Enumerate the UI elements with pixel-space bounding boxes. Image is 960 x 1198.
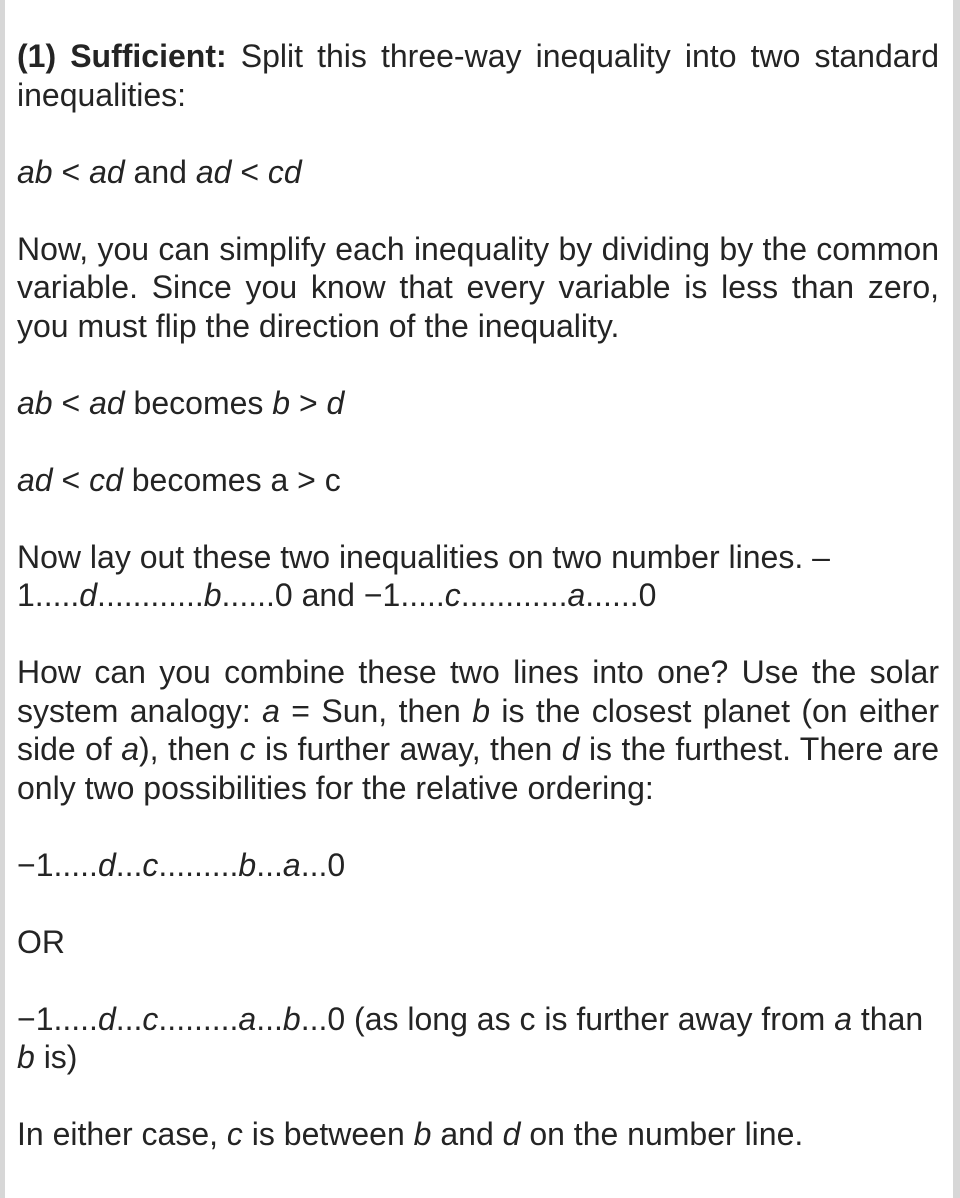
number-line-text: 1.....: [17, 577, 80, 613]
ordering-option-2: [17, 1000, 939, 1077]
var: c: [142, 846, 159, 883]
number-lines-paragraph: [17, 538, 939, 615]
number-lines-text: Now lay out these two inequalities on two number lines. –: [17, 538, 830, 575]
analogy-text: ), then: [139, 731, 240, 767]
number-line-text: ......0 and −1.....: [221, 577, 445, 613]
var: cd: [267, 153, 302, 190]
operator: >: [290, 384, 327, 421]
var: d: [561, 731, 580, 767]
number-line-text: .........: [158, 846, 239, 883]
conclusion-text: on the number line.: [520, 1116, 804, 1152]
number-line-text: −1.....: [17, 846, 98, 883]
left-border: [0, 0, 5, 1198]
var: d: [97, 846, 116, 883]
operator: <: [52, 384, 90, 421]
number-line-text: ...0 (as long as: [300, 1000, 520, 1037]
operator: <: [52, 153, 90, 190]
statement-one-paragraph: [17, 37, 939, 114]
analogy-text: is further away, then: [255, 731, 562, 767]
conclusion-text: In either case,: [17, 1116, 227, 1152]
var: c: [324, 461, 341, 498]
conclusion-paragraph: [17, 1115, 939, 1154]
var: b: [282, 1000, 301, 1037]
number-line-text: .........: [158, 1000, 239, 1037]
right-border: [953, 0, 960, 1198]
var: ab: [17, 153, 53, 190]
var: ad: [195, 153, 232, 190]
analogy-text: is the furthest. There are only two possibilities for the relative ordering:: [17, 731, 940, 806]
analogy-text: How can you combine these two lines into one? Use the solar system analogy:: [17, 654, 939, 729]
conclusion-text: is between: [242, 1116, 414, 1152]
var: a: [270, 461, 289, 498]
var: d: [326, 384, 345, 421]
sufficient-label: (1) Sufficient:: [17, 38, 227, 74]
var: d: [502, 1116, 521, 1152]
var: b: [203, 577, 222, 613]
var: ad: [89, 384, 125, 421]
operator: >: [288, 461, 325, 498]
simplify-paragraph: Now, you can simplify each inequality by dividing by the common variable. Since you know that every variable is less than zero, you must flip the direction of the inequality.: [17, 230, 939, 344]
number-line-text: ......0: [585, 577, 657, 613]
condition-text: than: [852, 1000, 924, 1037]
var: c: [519, 1000, 536, 1037]
analogy-text: is the closest planet (on either side of: [17, 692, 940, 767]
becomes-text: becomes: [124, 384, 273, 421]
number-line-text: ............: [460, 577, 568, 613]
var: c: [444, 577, 461, 613]
solution-text: [17, 37, 939, 1192]
becomes-text: becomes: [122, 461, 271, 498]
var: cd: [89, 461, 123, 498]
var: ab: [17, 384, 53, 421]
number-line-text: ...0: [300, 846, 346, 883]
number-line-text: ...: [256, 1000, 283, 1037]
var: c: [226, 1116, 243, 1152]
or-separator: OR: [17, 923, 65, 960]
conjunction: and: [124, 153, 196, 190]
analogy-paragraph: [17, 653, 939, 807]
var: ad: [89, 153, 125, 190]
conclusion-text: and: [431, 1116, 503, 1152]
number-line-text: ...: [256, 846, 283, 883]
var: a: [567, 577, 586, 613]
number-line-text: ...: [115, 1000, 143, 1037]
condition-text: is): [34, 1039, 78, 1075]
split-inequalities: [17, 153, 939, 192]
var: b: [238, 846, 257, 883]
var: c: [239, 731, 256, 767]
var: a: [282, 846, 301, 883]
condition-text: is further away from: [535, 1000, 835, 1037]
inequality-becomes-2: [17, 461, 939, 500]
var: d: [79, 577, 98, 613]
inequality-becomes-1: [17, 384, 939, 423]
statement-one-text: Split this three-way inequality into two standard inequalities:: [17, 38, 940, 113]
var: b: [17, 1039, 35, 1075]
number-line-text: −1.....: [17, 1000, 98, 1037]
var: a: [121, 731, 139, 767]
analogy-text: = Sun, then: [279, 692, 473, 729]
var: b: [272, 384, 291, 421]
var: d: [97, 1000, 116, 1037]
number-line-text: ............: [97, 577, 204, 613]
var: c: [142, 1000, 159, 1037]
number-line-text: ...: [115, 846, 143, 883]
var: b: [413, 1116, 432, 1152]
operator: <: [231, 153, 268, 190]
ordering-option-1: [17, 846, 939, 885]
var: a: [834, 1000, 853, 1037]
var: a: [238, 1000, 257, 1037]
var: a: [262, 692, 280, 729]
var: ad: [17, 461, 53, 498]
var: b: [472, 692, 491, 729]
operator: <: [52, 461, 90, 498]
